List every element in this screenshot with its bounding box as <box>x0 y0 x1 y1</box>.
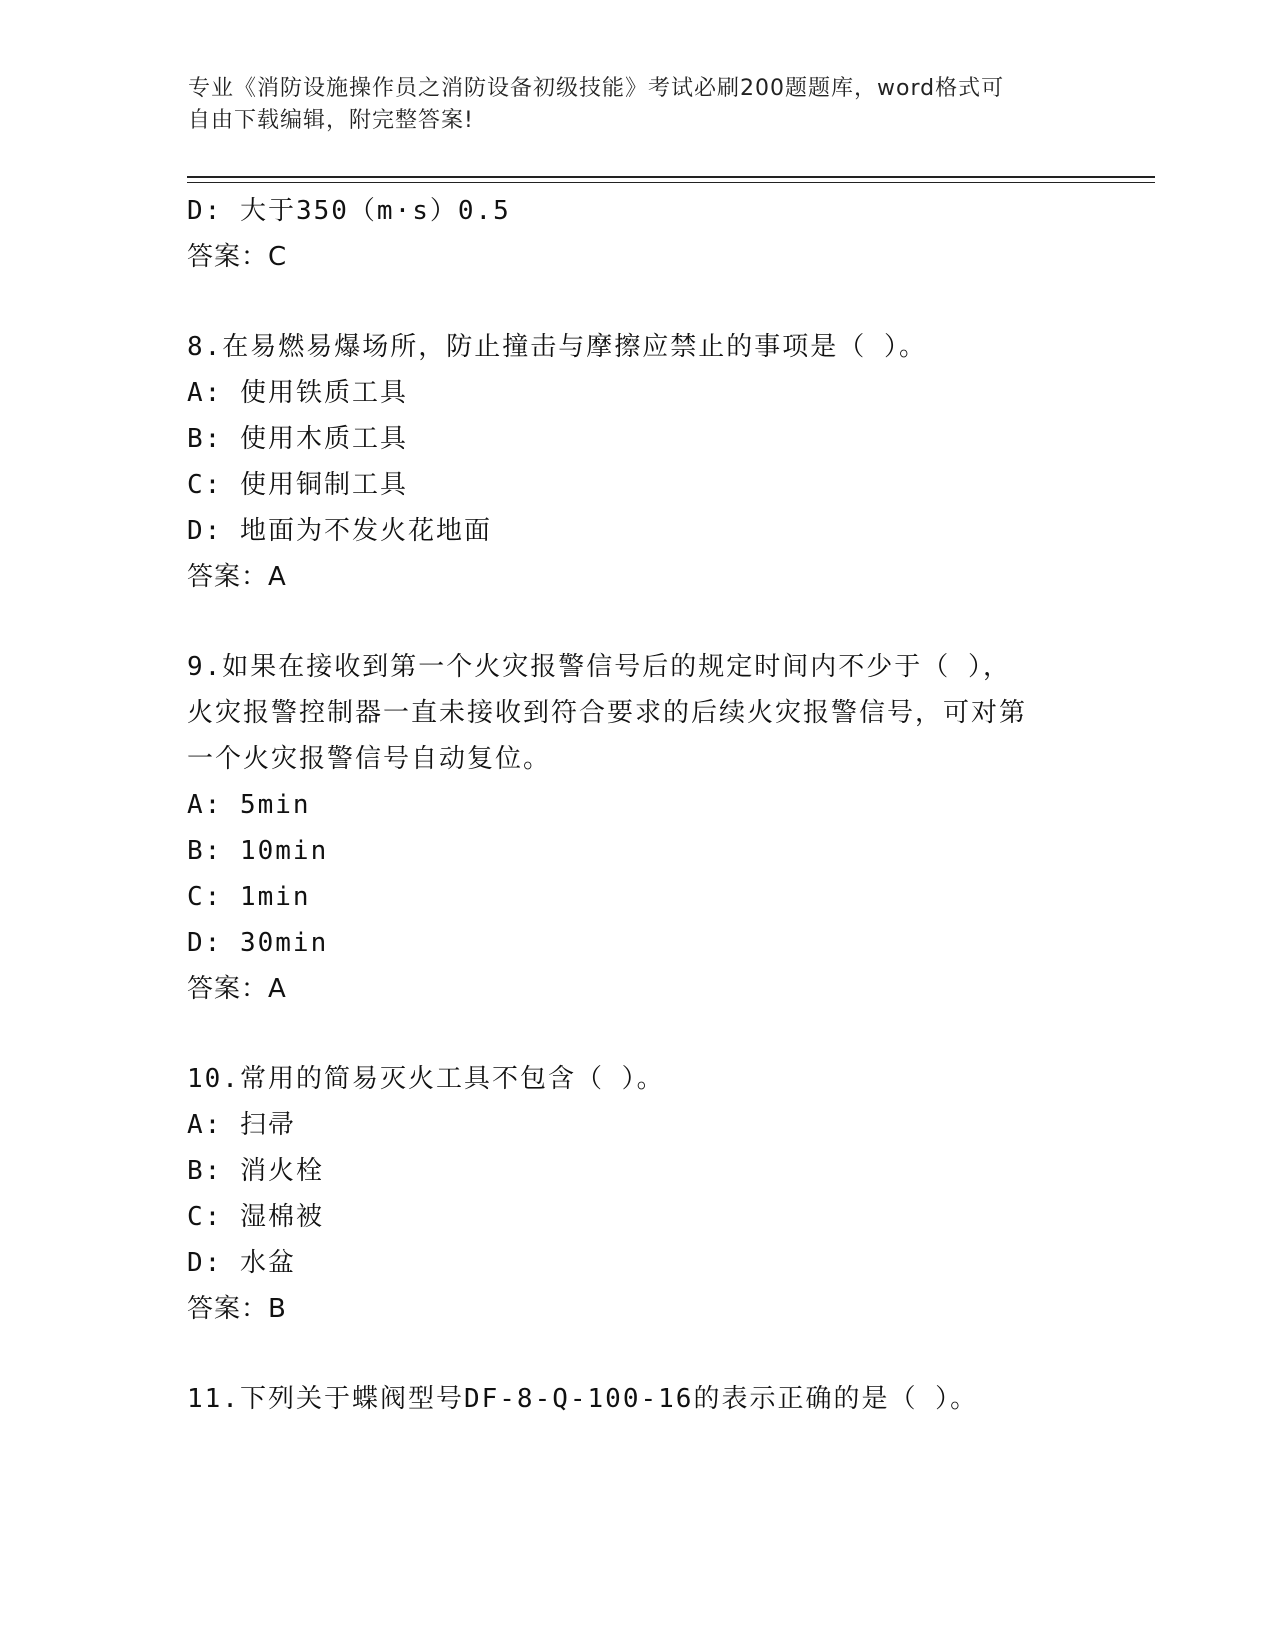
option-d: D: 大于350（m·s）0.5 <box>187 196 511 226</box>
question-8 <box>187 324 1087 600</box>
question-text: 8.在易燃易爆场所，防止撞击与摩擦应禁止的事项是（ ）。 <box>187 332 927 362</box>
header-divider-thin <box>187 182 1155 183</box>
option-b: B: 消火栓 <box>187 1156 324 1186</box>
spacer <box>187 280 1087 324</box>
question-text: 一个火灾报警信号自动复位。 <box>187 744 552 774</box>
header-line-1: 专业《消防设施操作员之消防设备初级技能》考试必刷200题题库，word格式可 <box>188 76 1005 101</box>
option-a: A: 扫帚 <box>187 1110 296 1140</box>
question-9 <box>187 644 1087 1012</box>
answer-label: 答案：C <box>187 242 288 272</box>
question-text: 10.常用的简易灭火工具不包含（ ）。 <box>187 1064 665 1094</box>
question-text: 火灾报警控制器一直未接收到符合要求的后续火灾报警信号，可对第 <box>187 698 1028 728</box>
option-a: A: 5min <box>187 790 311 820</box>
spacer <box>187 1012 1087 1056</box>
option-d: D: 30min <box>187 928 329 958</box>
question-text: 11.下列关于蝶阀型号DF-8-Q-100-16的表示正确的是（ ）。 <box>187 1384 979 1414</box>
page-header <box>188 73 1068 137</box>
option-a: A: 使用铁质工具 <box>187 378 408 408</box>
spacer <box>187 600 1087 644</box>
answer-label: 答案：A <box>187 562 287 592</box>
header-divider-thick <box>187 176 1155 178</box>
header-line-2: 自由下载编辑，附完整答案! <box>188 108 474 133</box>
question-text: 9.如果在接收到第一个火灾报警信号后的规定时间内不少于（ ）， <box>187 652 1011 682</box>
question-11 <box>187 1376 1087 1422</box>
spacer <box>187 1332 1087 1376</box>
answer-label: 答案：B <box>187 1294 287 1324</box>
option-d: D: 地面为不发火花地面 <box>187 516 492 546</box>
option-c: C: 1min <box>187 882 311 912</box>
option-c: C: 使用铜制工具 <box>187 470 408 500</box>
question-10 <box>187 1056 1087 1332</box>
answer-label: 答案：A <box>187 974 287 1004</box>
option-b: B: 使用木质工具 <box>187 424 408 454</box>
option-c: C: 湿棉被 <box>187 1202 324 1232</box>
question-content <box>187 188 1087 1422</box>
option-d: D: 水盆 <box>187 1248 296 1278</box>
option-b: B: 10min <box>187 836 329 866</box>
